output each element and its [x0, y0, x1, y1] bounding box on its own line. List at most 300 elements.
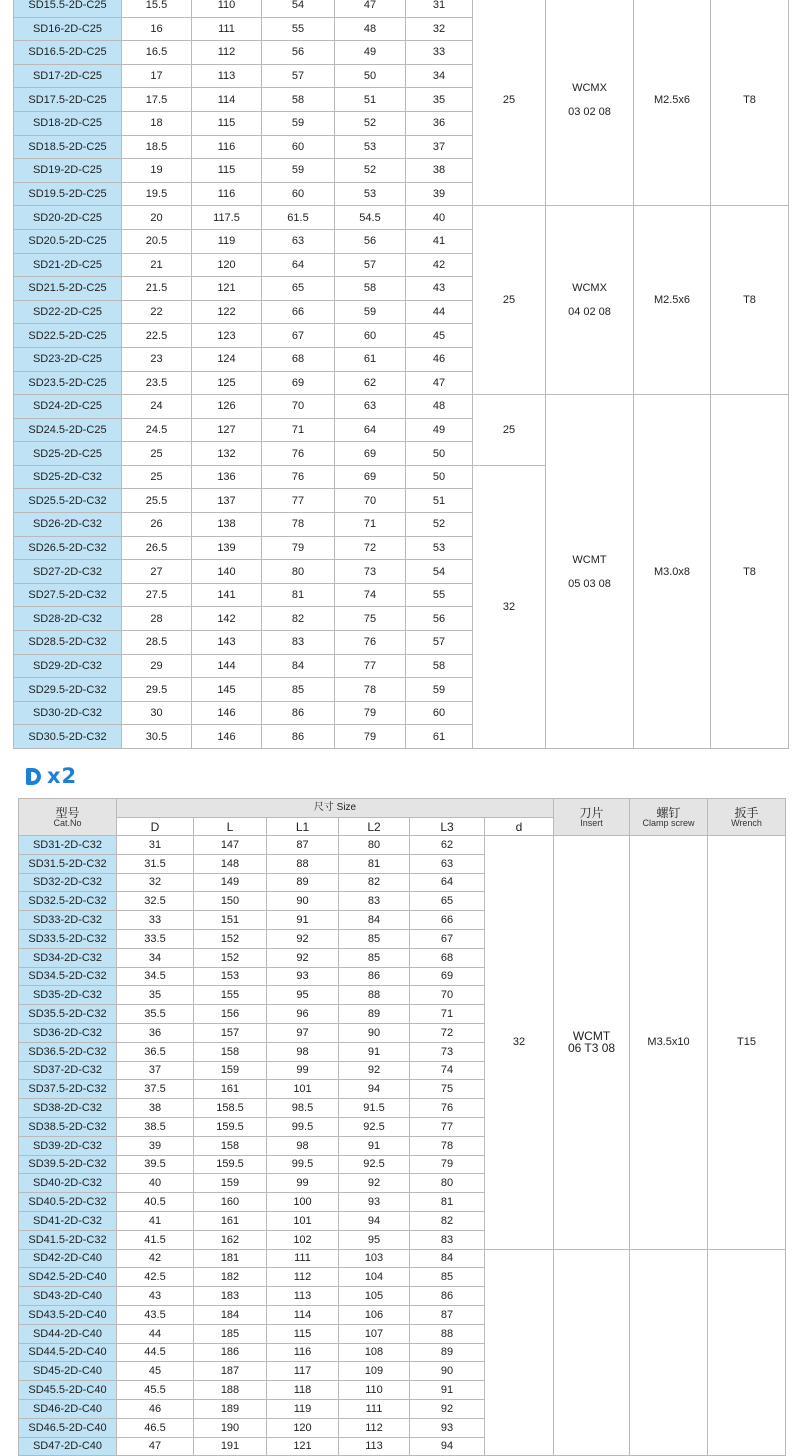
cat-no-cell: SD24-2D-C25 — [14, 395, 122, 419]
L3-cell: 46 — [406, 347, 473, 371]
L-cell: 191 — [194, 1437, 267, 1456]
L-cell: 136 — [192, 465, 262, 489]
L3-cell: 71 — [410, 1005, 485, 1024]
L-cell: 186 — [194, 1343, 267, 1362]
cat-no-cell: SD18.5-2D-C25 — [14, 135, 122, 159]
insert-code: 05 03 08 — [568, 577, 611, 590]
D-cell: 22.5 — [122, 324, 192, 348]
D-cell: 27 — [122, 560, 192, 584]
L3-cell: 44 — [406, 300, 473, 324]
cat-no-cell: SD19-2D-C25 — [14, 159, 122, 183]
section-letter-mark — [26, 768, 41, 785]
spec-table-upper-body — [14, 0, 789, 749]
L2-cell: 85 — [339, 948, 410, 967]
L-cell: 160 — [194, 1193, 267, 1212]
D-cell: 46 — [117, 1399, 194, 1418]
L1-cell: 86 — [262, 701, 335, 725]
D-cell: 35.5 — [117, 1005, 194, 1024]
L3-cell: 74 — [410, 1061, 485, 1080]
L-cell: 137 — [192, 489, 262, 513]
clamp-screw-cell: M3.5x10 — [630, 836, 708, 1250]
D-cell: 24 — [122, 395, 192, 419]
L3-cell: 88 — [410, 1324, 485, 1343]
L1-cell: 87 — [267, 836, 339, 855]
cat-no-cell: SD35-2D-C32 — [19, 986, 117, 1005]
L-cell: 125 — [192, 371, 262, 395]
cat-no-cell: SD29.5-2D-C32 — [14, 678, 122, 702]
L1-cell: 59 — [262, 159, 335, 183]
L1-cell: 120 — [267, 1418, 339, 1437]
L2-cell: 75 — [335, 607, 406, 631]
L2-cell: 92 — [339, 1174, 410, 1193]
L1-cell: 55 — [262, 17, 335, 41]
L3-cell: 87 — [410, 1305, 485, 1324]
L3-cell: 90 — [410, 1362, 485, 1381]
D-cell: 35 — [117, 986, 194, 1005]
L3-cell: 38 — [406, 159, 473, 183]
L1-cell: 79 — [262, 536, 335, 560]
L1-cell: 119 — [267, 1399, 339, 1418]
D-cell: 23 — [122, 347, 192, 371]
L2-cell: 108 — [339, 1343, 410, 1362]
L3-cell: 42 — [406, 253, 473, 277]
D-cell: 36 — [117, 1023, 194, 1042]
L3-cell: 57 — [406, 631, 473, 655]
L-cell: 158.5 — [194, 1099, 267, 1118]
spec-table-dx2-header — [19, 799, 786, 836]
L2-cell: 77 — [335, 654, 406, 678]
L3-cell: 92 — [410, 1399, 485, 1418]
clamp-screw-cell: M3.0x8 — [634, 395, 711, 749]
L2-cell: 85 — [339, 929, 410, 948]
shank-d-cell: 32 — [473, 465, 546, 748]
cat-no-cell: SD33.5-2D-C32 — [19, 929, 117, 948]
L3-cell: 59 — [406, 678, 473, 702]
D-cell: 42 — [117, 1249, 194, 1268]
L1-cell: 68 — [262, 347, 335, 371]
spec-table-dx2 — [18, 798, 786, 1456]
header-col-L1: L1 — [267, 818, 339, 836]
insert-grade: WCMT — [572, 1029, 611, 1044]
D-cell: 28.5 — [122, 631, 192, 655]
L-cell: 127 — [192, 418, 262, 442]
header-insert: 刀片 Insert — [554, 799, 630, 836]
L2-cell: 51 — [335, 88, 406, 112]
wrench-cell: T15 — [708, 836, 786, 1250]
L1-cell: 58 — [262, 88, 335, 112]
D-cell: 44.5 — [117, 1343, 194, 1362]
L-cell: 143 — [192, 631, 262, 655]
L-cell: 141 — [192, 583, 262, 607]
D-cell: 21 — [122, 253, 192, 277]
L-cell: 185 — [194, 1324, 267, 1343]
L1-cell: 83 — [262, 631, 335, 655]
L-cell: 116 — [192, 135, 262, 159]
L3-cell: 75 — [410, 1080, 485, 1099]
L1-cell: 101 — [267, 1211, 339, 1230]
header-model: 型号 Cat.No — [19, 799, 117, 836]
cat-no-cell: SD30-2D-C32 — [14, 701, 122, 725]
D-cell: 46.5 — [117, 1418, 194, 1437]
cat-no-cell: SD34-2D-C32 — [19, 948, 117, 967]
L2-cell: 88 — [339, 986, 410, 1005]
cat-no-cell: SD23-2D-C25 — [14, 347, 122, 371]
L3-cell: 72 — [410, 1023, 485, 1042]
header-col-d: d — [485, 818, 554, 836]
L1-cell: 91 — [267, 911, 339, 930]
L-cell: 146 — [192, 725, 262, 749]
L-cell: 158 — [194, 1136, 267, 1155]
L2-cell: 60 — [335, 324, 406, 348]
L1-cell: 121 — [267, 1437, 339, 1456]
L3-cell: 93 — [410, 1418, 485, 1437]
L3-cell: 52 — [406, 513, 473, 537]
L2-cell: 80 — [339, 836, 410, 855]
L2-cell: 64 — [335, 418, 406, 442]
L1-cell: 118 — [267, 1381, 339, 1400]
L1-cell: 99.5 — [267, 1155, 339, 1174]
L3-cell: 45 — [406, 324, 473, 348]
L-cell: 155 — [194, 986, 267, 1005]
cat-no-cell: SD36.5-2D-C32 — [19, 1042, 117, 1061]
L1-cell: 88 — [267, 854, 339, 873]
L-cell: 158 — [194, 1042, 267, 1061]
D-cell: 40.5 — [117, 1193, 194, 1212]
L3-cell: 61 — [406, 725, 473, 749]
D-cell: 30 — [122, 701, 192, 725]
clamp-screw-cell: M2.5x6 — [634, 206, 711, 395]
L2-cell: 74 — [335, 583, 406, 607]
L1-cell: 114 — [267, 1305, 339, 1324]
cat-no-cell: SD42.5-2D-C40 — [19, 1268, 117, 1287]
L-cell: 115 — [192, 111, 262, 135]
header-clamp-screw: 螺钉 Clamp screw — [630, 799, 708, 836]
cat-no-cell: SD25.5-2D-C32 — [14, 489, 122, 513]
L2-cell: 72 — [335, 536, 406, 560]
cat-no-cell: SD37.5-2D-C32 — [19, 1080, 117, 1099]
L2-cell: 95 — [339, 1230, 410, 1249]
cat-no-cell: SD20.5-2D-C25 — [14, 229, 122, 253]
L-cell: 119 — [192, 229, 262, 253]
L-cell: 117.5 — [192, 206, 262, 230]
L1-cell: 90 — [267, 892, 339, 911]
L2-cell: 69 — [335, 442, 406, 466]
L3-cell: 40 — [406, 206, 473, 230]
L-cell: 159.5 — [194, 1117, 267, 1136]
shank-d-cell — [485, 1249, 554, 1456]
cat-no-cell: SD47-2D-C40 — [19, 1437, 117, 1456]
L-cell: 157 — [194, 1023, 267, 1042]
L1-cell: 89 — [267, 873, 339, 892]
cat-no-cell: SD27.5-2D-C32 — [14, 583, 122, 607]
clamp-screw-cell — [630, 1249, 708, 1456]
L3-cell: 85 — [410, 1268, 485, 1287]
L1-cell: 56 — [262, 41, 335, 65]
cat-no-cell: SD17.5-2D-C25 — [14, 88, 122, 112]
cat-no-cell: SD38-2D-C32 — [19, 1099, 117, 1118]
L2-cell: 73 — [335, 560, 406, 584]
L1-cell: 61.5 — [262, 206, 335, 230]
L2-cell: 83 — [339, 892, 410, 911]
L1-cell: 98 — [267, 1042, 339, 1061]
L-cell: 162 — [194, 1230, 267, 1249]
spec-table-upper — [13, 0, 789, 749]
L-cell: 146 — [192, 701, 262, 725]
L3-cell: 32 — [406, 17, 473, 41]
L-cell: 121 — [192, 277, 262, 301]
L1-cell: 65 — [262, 277, 335, 301]
L3-cell: 33 — [406, 41, 473, 65]
D-cell: 43 — [117, 1287, 194, 1306]
L2-cell: 62 — [335, 371, 406, 395]
D-cell: 33.5 — [117, 929, 194, 948]
L2-cell: 106 — [339, 1305, 410, 1324]
L3-cell: 37 — [406, 135, 473, 159]
L3-cell: 64 — [410, 873, 485, 892]
L-cell: 183 — [194, 1287, 267, 1306]
D-cell: 31.5 — [117, 854, 194, 873]
cat-no-cell: SD18-2D-C25 — [14, 111, 122, 135]
L3-cell: 49 — [406, 418, 473, 442]
L1-cell: 76 — [262, 442, 335, 466]
L1-cell: 116 — [267, 1343, 339, 1362]
L1-cell: 98 — [267, 1136, 339, 1155]
cat-no-cell: SD31-2D-C32 — [19, 836, 117, 855]
D-cell: 41 — [117, 1211, 194, 1230]
D-cell: 37.5 — [117, 1080, 194, 1099]
D-cell: 18 — [122, 111, 192, 135]
cat-no-cell: SD45.5-2D-C40 — [19, 1381, 117, 1400]
wrench-cell: T8 — [711, 206, 789, 395]
L2-cell: 89 — [339, 1005, 410, 1024]
L2-cell: 79 — [335, 701, 406, 725]
L2-cell: 58 — [335, 277, 406, 301]
L3-cell: 69 — [410, 967, 485, 986]
L3-cell: 78 — [410, 1136, 485, 1155]
L2-cell: 86 — [339, 967, 410, 986]
insert-cell — [546, 395, 634, 749]
L-cell: 161 — [194, 1211, 267, 1230]
cat-no-cell: SD35.5-2D-C32 — [19, 1005, 117, 1024]
L1-cell: 117 — [267, 1362, 339, 1381]
cat-no-cell: SD27-2D-C32 — [14, 560, 122, 584]
cat-no-cell: SD40-2D-C32 — [19, 1174, 117, 1193]
cat-no-cell: SD22-2D-C25 — [14, 300, 122, 324]
D-cell: 26.5 — [122, 536, 192, 560]
L1-cell: 97 — [267, 1023, 339, 1042]
L3-cell: 56 — [406, 607, 473, 631]
L-cell: 123 — [192, 324, 262, 348]
D-cell: 18.5 — [122, 135, 192, 159]
L1-cell: 102 — [267, 1230, 339, 1249]
L1-cell: 69 — [262, 371, 335, 395]
cat-no-cell: SD32-2D-C32 — [19, 873, 117, 892]
header-col-L: L — [194, 818, 267, 836]
L-cell: 113 — [192, 64, 262, 88]
D-cell: 22 — [122, 300, 192, 324]
L1-cell: 81 — [262, 583, 335, 607]
D-cell: 39 — [117, 1136, 194, 1155]
cat-no-cell: SD44.5-2D-C40 — [19, 1343, 117, 1362]
L-cell: 187 — [194, 1362, 267, 1381]
L2-cell: 57 — [335, 253, 406, 277]
L2-cell: 92 — [339, 1061, 410, 1080]
L2-cell: 53 — [335, 135, 406, 159]
L-cell: 132 — [192, 442, 262, 466]
L2-cell: 50 — [335, 64, 406, 88]
D-cell: 39.5 — [117, 1155, 194, 1174]
L1-cell: 112 — [267, 1268, 339, 1287]
L2-cell: 105 — [339, 1287, 410, 1306]
L-cell: 148 — [194, 854, 267, 873]
L3-cell: 76 — [410, 1099, 485, 1118]
L-cell: 184 — [194, 1305, 267, 1324]
L3-cell: 58 — [406, 654, 473, 678]
L1-cell: 60 — [262, 182, 335, 206]
D-cell: 20.5 — [122, 229, 192, 253]
L2-cell: 76 — [335, 631, 406, 655]
L2-cell: 71 — [335, 513, 406, 537]
D-cell: 19.5 — [122, 182, 192, 206]
cat-no-cell: SD29-2D-C32 — [14, 654, 122, 678]
L2-cell: 92.5 — [339, 1155, 410, 1174]
cat-no-cell: SD20-2D-C25 — [14, 206, 122, 230]
L-cell: 140 — [192, 560, 262, 584]
L1-cell: 66 — [262, 300, 335, 324]
L2-cell: 91 — [339, 1042, 410, 1061]
L-cell: 111 — [192, 17, 262, 41]
L2-cell: 104 — [339, 1268, 410, 1287]
L3-cell: 31 — [406, 0, 473, 17]
L2-cell: 109 — [339, 1362, 410, 1381]
insert-code: 04 02 08 — [568, 306, 611, 319]
L-cell: 139 — [192, 536, 262, 560]
D-cell: 31 — [117, 836, 194, 855]
D-cell: 38.5 — [117, 1117, 194, 1136]
L1-cell: 92 — [267, 948, 339, 967]
D-cell: 15.5 — [122, 0, 192, 17]
L2-cell: 113 — [339, 1437, 410, 1456]
L1-cell: 76 — [262, 465, 335, 489]
D-cell: 19 — [122, 159, 192, 183]
D-cell: 29 — [122, 654, 192, 678]
cat-no-cell: SD15.5-2D-C25 — [14, 0, 122, 17]
L3-cell: 65 — [410, 892, 485, 911]
L-cell: 150 — [194, 892, 267, 911]
D-cell: 34 — [117, 948, 194, 967]
L3-cell: 34 — [406, 64, 473, 88]
L2-cell: 111 — [339, 1399, 410, 1418]
header-col-L3: L3 — [410, 818, 485, 836]
L-cell: 159 — [194, 1174, 267, 1193]
L3-cell: 54 — [406, 560, 473, 584]
L-cell: 147 — [194, 836, 267, 855]
L-cell: 115 — [192, 159, 262, 183]
D-cell: 33 — [117, 911, 194, 930]
L2-cell: 53 — [335, 182, 406, 206]
D-cell: 25 — [122, 465, 192, 489]
L1-cell: 101 — [267, 1080, 339, 1099]
L3-cell: 86 — [410, 1287, 485, 1306]
L3-cell: 89 — [410, 1343, 485, 1362]
L1-cell: 85 — [262, 678, 335, 702]
L1-cell: 99 — [267, 1174, 339, 1193]
D-cell: 25.5 — [122, 489, 192, 513]
L1-cell: 84 — [262, 654, 335, 678]
D-cell: 21.5 — [122, 277, 192, 301]
wrench-cell: T8 — [711, 0, 789, 206]
cat-no-cell: SD41-2D-C32 — [19, 1211, 117, 1230]
L3-cell: 47 — [406, 371, 473, 395]
L3-cell: 81 — [410, 1193, 485, 1212]
D-cell: 34.5 — [117, 967, 194, 986]
cat-no-cell: SD34.5-2D-C32 — [19, 967, 117, 986]
L3-cell: 50 — [406, 442, 473, 466]
cat-no-cell: SD39.5-2D-C32 — [19, 1155, 117, 1174]
L1-cell: 99.5 — [267, 1117, 339, 1136]
L2-cell: 59 — [335, 300, 406, 324]
L2-cell: 56 — [335, 229, 406, 253]
L2-cell: 48 — [335, 17, 406, 41]
cat-no-cell: SD16.5-2D-C25 — [14, 41, 122, 65]
header-col-L2: L2 — [339, 818, 410, 836]
L3-cell: 62 — [410, 836, 485, 855]
D-cell: 25 — [122, 442, 192, 466]
spec-table-dx2-body — [19, 836, 786, 1456]
L-cell: 182 — [194, 1268, 267, 1287]
cat-no-cell: SD25-2D-C32 — [14, 465, 122, 489]
D-cell: 16 — [122, 17, 192, 41]
insert-cell — [546, 206, 634, 395]
shank-d-cell: 25 — [473, 0, 546, 206]
L1-cell: 86 — [262, 725, 335, 749]
cat-no-cell: SD31.5-2D-C32 — [19, 854, 117, 873]
L2-cell: 110 — [339, 1381, 410, 1400]
D-cell: 27.5 — [122, 583, 192, 607]
L1-cell: 98.5 — [267, 1099, 339, 1118]
cat-no-cell: SD42-2D-C40 — [19, 1249, 117, 1268]
L1-cell: 70 — [262, 395, 335, 419]
L1-cell: 71 — [262, 418, 335, 442]
L1-cell: 60 — [262, 135, 335, 159]
insert-code: 06 T3 08 — [567, 1041, 616, 1056]
L2-cell: 61 — [335, 347, 406, 371]
L2-cell: 90 — [339, 1023, 410, 1042]
L-cell: 156 — [194, 1005, 267, 1024]
L2-cell: 49 — [335, 41, 406, 65]
L3-cell: 66 — [410, 911, 485, 930]
L3-cell: 67 — [410, 929, 485, 948]
header-col-D: D — [117, 818, 194, 836]
cat-no-cell: SD24.5-2D-C25 — [14, 418, 122, 442]
D-cell: 45.5 — [117, 1381, 194, 1400]
L3-cell: 50 — [406, 465, 473, 489]
L-cell: 149 — [194, 873, 267, 892]
cat-no-cell: SD41.5-2D-C32 — [19, 1230, 117, 1249]
L3-cell: 77 — [410, 1117, 485, 1136]
header-wrench: 扳手 Wrench — [708, 799, 786, 836]
D-cell: 43.5 — [117, 1305, 194, 1324]
L3-cell: 91 — [410, 1381, 485, 1400]
cat-no-cell: SD44-2D-C40 — [19, 1324, 117, 1343]
D-cell: 20 — [122, 206, 192, 230]
L3-cell: 39 — [406, 182, 473, 206]
L2-cell: 92.5 — [339, 1117, 410, 1136]
cat-no-cell: SD28-2D-C32 — [14, 607, 122, 631]
shank-d-cell: 32 — [485, 836, 554, 1250]
L1-cell: 82 — [262, 607, 335, 631]
L-cell: 116 — [192, 182, 262, 206]
